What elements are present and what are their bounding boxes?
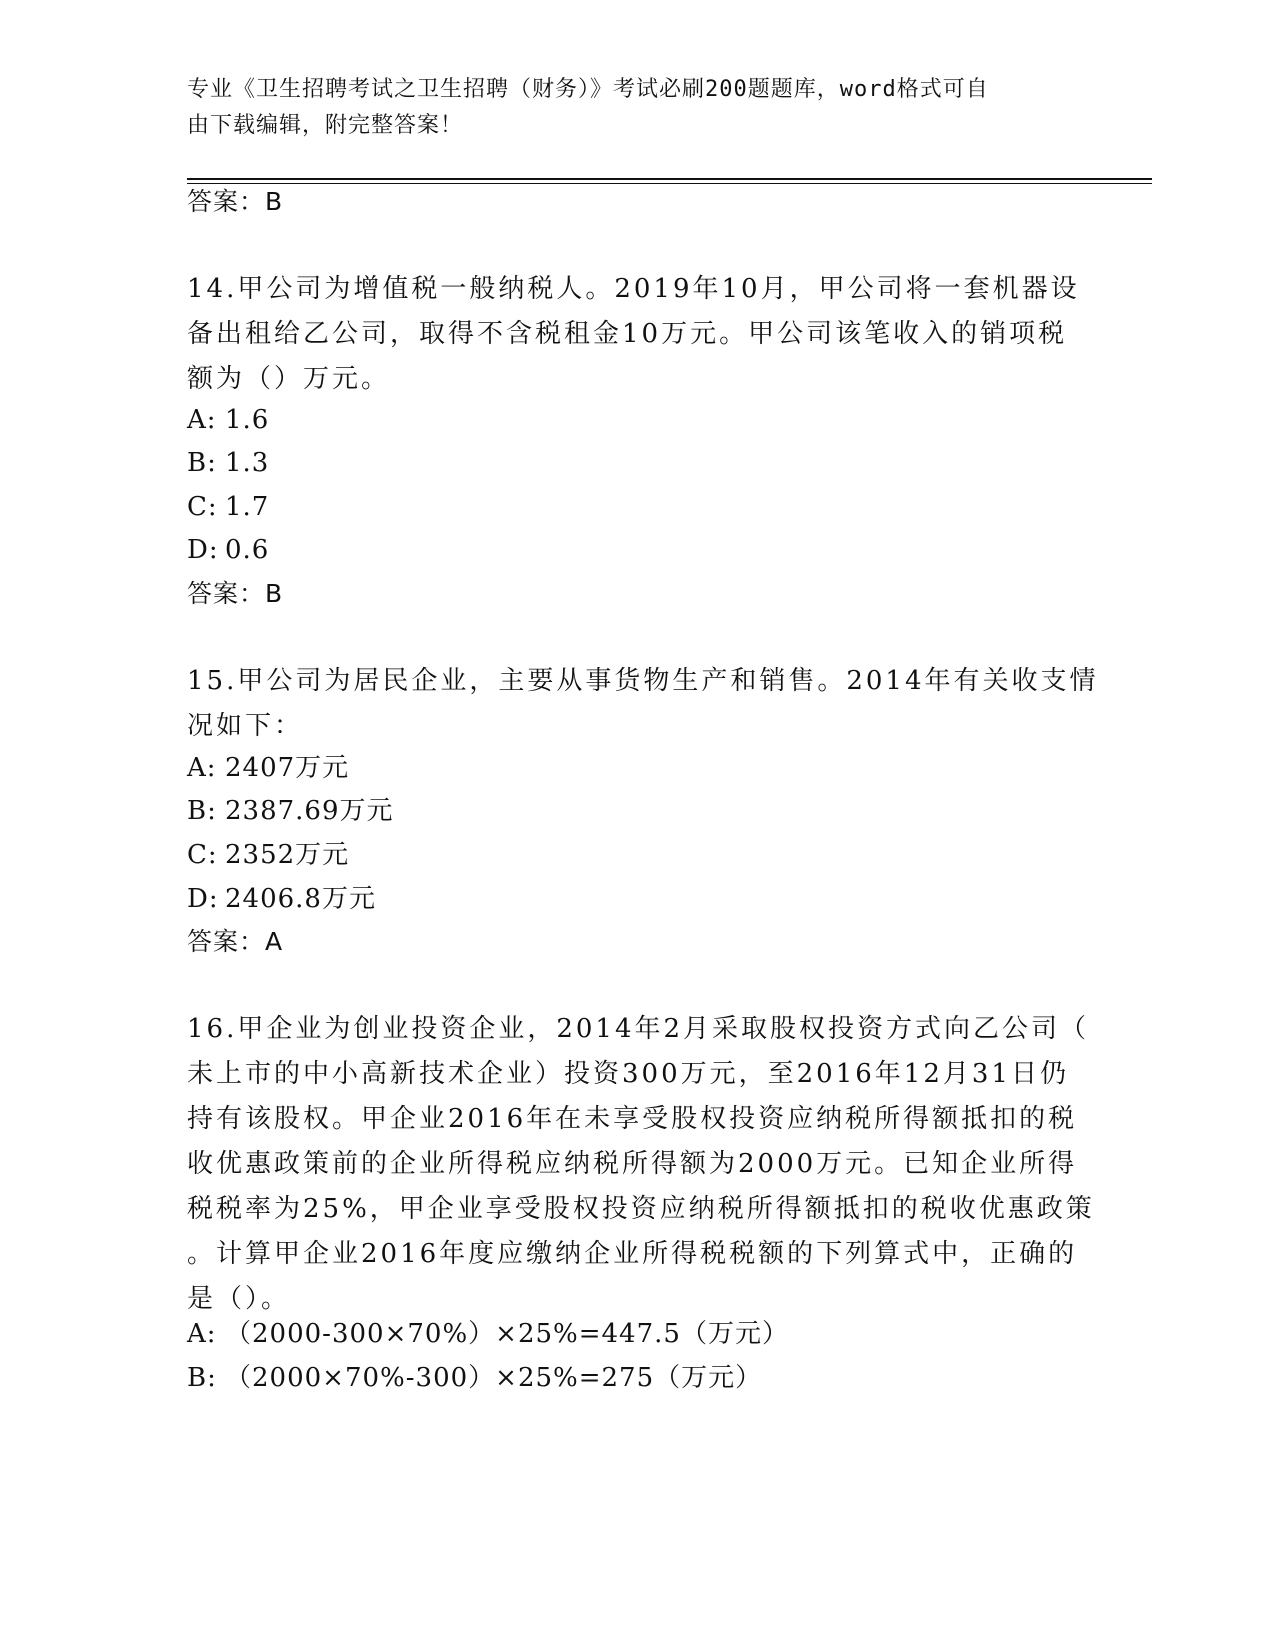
- option-letter: C:: [187, 492, 218, 522]
- question-16-line-5: 税税率为25%，甲企业享受股权投资应纳税所得额抵扣的税收优惠政策: [187, 1194, 1095, 1224]
- question-14-line-2: 备出租给乙公司，取得不含税租金10万元。甲公司该笔收入的销项税: [187, 319, 1068, 349]
- option-letter: D:: [187, 535, 219, 565]
- question-15-answer: 答案：A: [187, 927, 284, 956]
- option-text: 2406.8万元: [225, 884, 376, 914]
- question-16-line-1: 16.甲企业为创业投资企业，2014年2月采取股权投资方式向乙公司（: [187, 1014, 1090, 1044]
- option-letter: A:: [187, 753, 217, 783]
- question-15-line-1: 15.甲公司为居民企业，主要从事货物生产和销售。2014年有关收支情: [187, 666, 1099, 696]
- question-14-option-a: [187, 398, 269, 443]
- question-14-answer: 答案：B: [187, 579, 284, 608]
- option-letter: B:: [187, 1363, 217, 1393]
- option-letter: D:: [187, 884, 219, 914]
- option-text: 1.7: [225, 492, 270, 522]
- question-16-line-2: 未上市的中小高新技术企业）投资300万元，至2016年12月31日仍: [187, 1059, 1069, 1089]
- option-text: 2387.69万元: [225, 796, 394, 826]
- question-14-option-c: [187, 485, 269, 530]
- option-text: 1.6: [225, 405, 270, 435]
- option-text: 2352万元: [225, 840, 350, 870]
- question-14: [187, 267, 1087, 402]
- header-divider-thick: [187, 178, 1152, 180]
- question-14-line-1: 14.甲公司为增值税一般纳税人。2019年10月，甲公司将一套机器设: [187, 274, 1080, 304]
- question-16-line-7: 是（）。: [187, 1284, 291, 1314]
- question-15-option-c: [187, 833, 349, 878]
- question-14-option-b: [187, 441, 269, 486]
- option-letter: A:: [187, 405, 217, 435]
- option-text: 2407万元: [225, 753, 350, 783]
- option-text: 0.6: [225, 535, 270, 565]
- option-text: （2000-300×70%）×25%=447.5（万元）: [225, 1319, 789, 1349]
- option-text: （2000×70%-300）×25%=275（万元）: [225, 1363, 763, 1393]
- option-letter: B:: [187, 796, 217, 826]
- document-header: [187, 72, 1067, 144]
- question-14-option-d: [187, 528, 269, 573]
- question-15-option-a: [187, 746, 349, 791]
- header-line-2: 由下载编辑，附完整答案！: [187, 113, 464, 138]
- header-line-1: 专业《卫生招聘考试之卫生招聘（财务）》考试必刷200题题库，word格式可自: [187, 77, 989, 102]
- header-divider-thin: [187, 183, 1152, 184]
- question-15-option-b: [187, 789, 394, 834]
- question-15-line-2: 况如下：: [187, 711, 304, 741]
- question-15-option-d: [187, 877, 376, 922]
- option-letter: C:: [187, 840, 218, 870]
- question-16-line-4: 收优惠政策前的企业所得税应纳税所得额为2000万元。已知企业所得: [187, 1149, 1078, 1179]
- question-16-option-a: [187, 1312, 789, 1357]
- question-14-line-3: 额为（）万元。: [187, 364, 391, 394]
- previous-answer: 答案：B: [187, 187, 284, 216]
- question-16: [187, 1007, 1095, 1322]
- option-text: 1.3: [225, 448, 270, 478]
- question-15: [187, 659, 1099, 749]
- question-16-option-b: [187, 1356, 762, 1401]
- question-16-line-6: 。计算甲企业2016年度应缴纳企业所得税税额的下列算式中，正确的: [187, 1239, 1078, 1269]
- option-letter: B:: [187, 448, 217, 478]
- question-16-line-3: 持有该股权。甲企业2016年在未享受股权投资应纳税所得额抵扣的税: [187, 1104, 1078, 1134]
- option-letter: A:: [187, 1319, 217, 1349]
